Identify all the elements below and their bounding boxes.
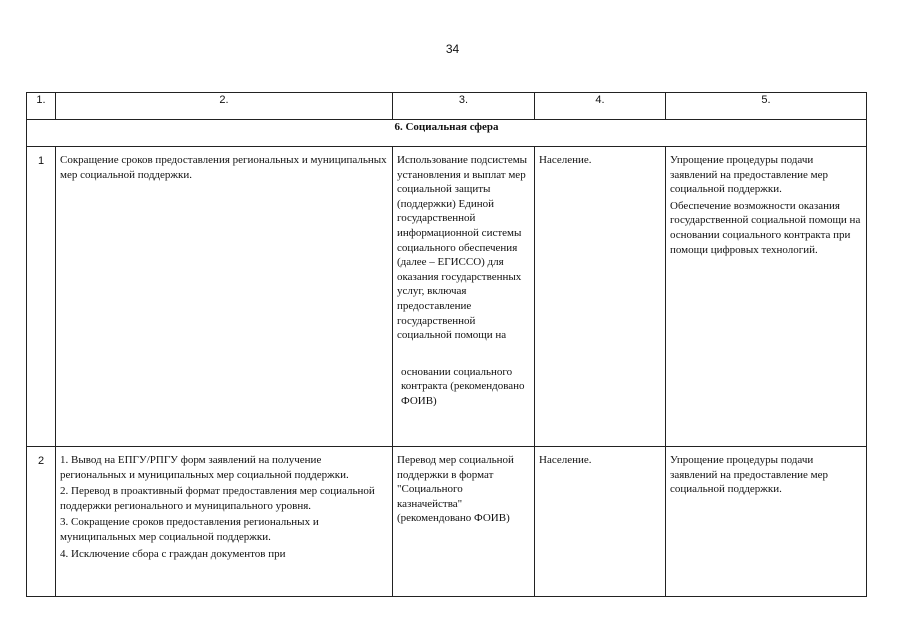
page-number: 34 bbox=[445, 42, 460, 56]
header-col-3: 3. bbox=[393, 93, 535, 120]
result-cell bbox=[666, 447, 867, 597]
measure-text: Сокращение сроков предоставления региональных и муниципальных мер социальной поддержки. bbox=[60, 154, 387, 181]
row-number: 1 bbox=[27, 147, 56, 447]
header-col-5: 5. bbox=[666, 93, 867, 120]
result-text: Упрощение процедуры подачи заявлений на предоставление мер социальной поддержки. bbox=[670, 454, 829, 496]
section-title: 6. Социальная сфера bbox=[27, 120, 867, 147]
target-group-cell: Население. bbox=[535, 447, 666, 597]
result-cell bbox=[666, 147, 867, 447]
result-text: Упрощение процедуры подачи заявлений на предоставление мер социальной поддержки. bbox=[670, 154, 829, 196]
measure-text: 2. Перевод в проактивный формат предоставления мер социальной поддержки регионального и муниципального уровня. bbox=[60, 485, 375, 512]
measures-table bbox=[26, 92, 867, 597]
mechanism-text-part2: основании социального контракта (рекомендовано ФОИВ) bbox=[401, 365, 525, 407]
header-col-4: 4. bbox=[535, 93, 666, 120]
header-col-1: 1. bbox=[27, 93, 56, 120]
measure-text: 1. Вывод на ЕПГУ/РПГУ форм заявлений на получение региональных и муниципальных мер социальной поддержки. bbox=[60, 454, 349, 481]
target-group-cell: Население. bbox=[535, 147, 666, 447]
result-text: Обеспечение возможности оказания государственной социальной помощи на основании социального контракта при помощи цифровых технологий. bbox=[670, 199, 861, 256]
header-col-2: 2. bbox=[56, 93, 393, 120]
mechanism-cell: Перевод мер социальной поддержки в формат "Социального казначейства" (рекомендовано ФОИВ) bbox=[393, 447, 535, 597]
mechanism-cell bbox=[393, 147, 535, 447]
table-header-row bbox=[27, 93, 867, 120]
measure-text: 3. Сокращение сроков предоставления региональных и муниципальных мер социальной поддержки. bbox=[60, 516, 319, 543]
section-row bbox=[27, 120, 867, 147]
measure-cell bbox=[56, 447, 393, 597]
measure-text: 4. Исключение сбора с граждан документов при bbox=[60, 547, 286, 560]
measure-cell bbox=[56, 147, 393, 447]
row-number: 2 bbox=[27, 447, 56, 597]
table-row bbox=[27, 447, 867, 597]
mechanism-text-part1: Использование подсистемы установления и выплат мер социальной защиты (поддержки) Единой государственной информационной системы социального обеспечения (далее – ЕГИССО) для оказания государственных услуг, включая предоставление государственной социальной помощи на bbox=[397, 154, 528, 342]
table-row bbox=[27, 147, 867, 447]
